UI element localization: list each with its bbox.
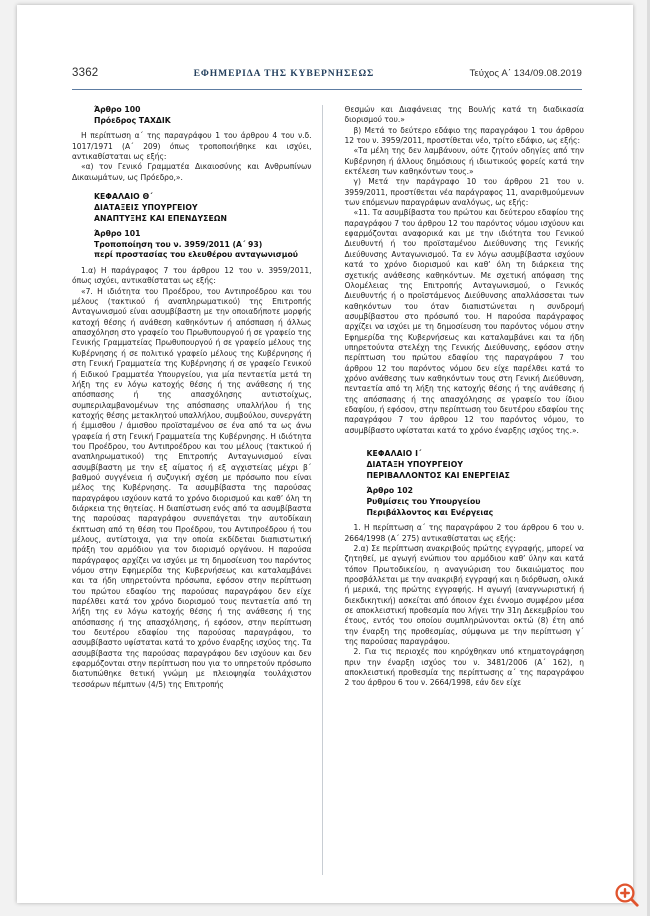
chapter-theta-line2: ΔΙΑΤΑΞΕΙΣ ΥΠΟΥΡΓΕΙΟΥ [94, 202, 198, 212]
paragraph-100-1: Η περίπτωση α΄ της παραγράφου 1 του άρθρου 4 του ν.δ. 1017/1971 (Α΄ 209) όπως τροποποιήθηκε και ισχύει, αντικαθίσταται ως εξής: [72, 131, 312, 161]
paragraph-101-quote-7: «7. Η ιδιότητα του Προέδρου, του Αντιπροέδρου και του μέλους (τακτικού ή αναπληρωματικού) της Επιτροπής Ανταγωνισμού είναι ασυμβίβαστη με την οποιαδήποτε μορφής κατοχή θέσης ή ανάθεση καθηκόντων ή απόσπαση ή άλλως απασχόληση στο γραφείο του Πρωθυπουργού ή σε γραφείο της Γενικής Γραμματείας Πρωθυπουργού ή σε γραφείο μέλους της Κυβέρνησης ή σε πολιτικό γραφείο μέλους της Κυβέρνησης ή στη Γενική Γραμματεία της Κυβέρνησης ή σε γραφείο Γενικού ή Ειδικού Γραμματέα Υπουργείου, για μία πενταετία μετά τη λήξη της εν λόγω κατοχής θέσης ή της ανάθεσης ή της απόσπασης ή της απασχόλησης αντιστοίχως, συμπεριλαμβανομένων της απόσπασης υπαλλήλου ή της κατοχής θέσης μετακλητού υπαλλήλου, συμβούλου, συνεργάτη ή έμμισθου / άμισθου προϊσταμένου σε ένα από τα ως άνω γραφεία ή στη Γενική Γραμματεία της Κυβέρνησης. Η ιδιότητα του Προέδρου, του Αντιπροέδρου και του μέλους (τακτικού ή αναπληρωματικού) της Επιτροπής Ανταγωνισμού είναι ασυμβίβαστη με την εξ αίματος ή εξ αγχιστείας μέχρι β΄ βαθμού συγγένεια ή συζυγική σχέση με πρόσωπο που είναι μέλος της Κυβέρνησης. Τα ασυμβίβαστα της παρούσας παραγράφου ισχύουν κατά το χρόνο διορισμού και καθ’ όλη τη διάρκεια της θητείας. Η διαπίστωση ενός από τα ασυμβίβαστα της παρούσας παραγράφου συνεπάγεται την αυτοδίκαιη έκπτωση από τη θέση του Προέδρου, του Αντιπροέδρου ή του μέλους, αντίστοιχα, για την οποία εκδίδεται διαπιστωτική πράξη του αρμόδιου για τον διορισμό οργάνου. Η παρούσα παράγραφος αρχίζει να ισχύει με τη δημοσίευση του παρόντος νόμου στην Εφημερίδα της Κυβερνήσεως και καταλαμβάνει και τα ήδη υπηρετούντα πρόσωπα, εφόσον στην περίπτωση του πρώτου εδαφίου της παρούσας παραγράφου δεν είχε παρέλθει κατά τον χρόνο διορισμού τους πενταετία από τη λήξη της εν λόγω κατοχής θέσης ή της ανάθεσης ή της απόσπασης ή της απασχόλησης, ή εφόσον, στην περίπτωση του δευτέρου εδαφίου της παρούσας παραγράφου, το ασυμβίβαστο υφίσταται κατά το χρόνο έναρξης ισχύος της. Τα ασυμβίβαστα της παρούσας παραγράφου δεν ισχύουν και δεν εφαρμόζονται στην περίπτωση που για το υπηρετούν πρόσωπο διατυπώθηκε θετική γνώμη με πλειοψηφία τουλάχιστον τεσσάρων πέμπτων (4/5) της Επιτροπής [72, 286, 312, 689]
zoom-in-magnifier-icon [612, 880, 642, 910]
gazette-title: ΕΦΗΜΕΡΙΔΑ ΤΗΣ ΚΥΒΕΡΝΗΣΕΩΣ [193, 68, 375, 79]
paragraph-101-1a: 1.α) Η παράγραφος 7 του άρθρου 12 του ν. 3959/2011, όπως ισχύει, αντικαθίσταται ως εξής: [72, 266, 312, 286]
chapter-theta-line1: ΚΕΦΑΛΑΙΟ Θ΄ [94, 191, 153, 201]
running-head [72, 67, 582, 89]
paragraph-102-2a: 2.α) Σε περίπτωση ανακριβούς πρώτης εγγραφής, μπορεί να ζητηθεί, με αγωγή ενώπιον του αρμόδιου καθ’ ύλην και κατά τόπον Πρωτοδικείου, η αναγνώριση του δικαιώματος που προσβάλλεται με την ανακριβή εγγραφή και η διόρθωση, ολικά ή μερικά, της πρώτης εγγραφής. Η αγωγή (αναγνωριστική ή διεκδικητική) ασκείται από όποιον έχει έννομο συμφέρον μέσα σε αποκλειστική προθεσμία που λήγει την 31η Δεκεμβρίου του έτους, εντός του οποίου συμπληρώνονται οκτώ (8) έτη από την έναρξη της προθεσμίας, σύμφωνα με την περίπτωση γ΄ της παρούσας παραγράφου. [344, 543, 584, 646]
right-column [345, 105, 585, 875]
article-102-number: Άρθρο 102 [366, 486, 413, 496]
chapter-iota-line2: ΔΙΑΤΑΞΗ ΥΠΟΥΡΓΕΙΟΥ [366, 459, 464, 469]
zoom-in-button[interactable] [612, 880, 642, 910]
paragraph-b: β) Μετά το δεύτερο εδάφιο της παραγράφου 1 του άρθρου 12 του ν. 3959/2011, προστίθεται νέο, τρίτο εδάφιο, ως εξής: [344, 125, 584, 146]
paragraph-continued-top: Θεσμών και Διαφάνειας της Βουλής κατά τη διαδικασία διορισμού του.» [344, 105, 584, 125]
paragraph-g: γ) Μετά την παράγραφο 10 του άρθρου 21 του ν. 3959/2011, προστίθεται νέα παράγραφος 11, αναριθμούμενων των επόμενων παραγράφων αναλόγως, ως εξής: [344, 177, 584, 208]
paragraph-100-quote: «α) τον Γενικό Γραμματέα Δικαιοσύνης και Ανθρωπίνων Δικαιωμάτων, ως Πρόεδρο,». [72, 162, 312, 182]
page-number: 3362 [72, 67, 99, 79]
chapter-iota-line1: ΚΕΦΑΛΑΙΟ Ι΄ [366, 449, 422, 458]
article-101-title-line2: περί προστασίας του ελευθέρου ανταγωνισμού [94, 250, 298, 260]
article-102-title-line2: Περιβάλλοντος και Ενέργειας [366, 507, 494, 517]
paragraph-102-2: 2. Για τις περιοχές που κηρύχθηκαν υπό κτηματογράφηση πριν την έναρξη ισχύος του ν. 3481/2006 (Α΄ 162), η αποκλειστική προθεσμία της περίπτωσης α΄ της παραγράφου 2 του άρθρου 6 του ν. 2664/1998, εάν δεν είχε [344, 647, 584, 688]
article-101-title-line1: Τροποποίηση του ν. 3959/2011 (Α΄ 93) [94, 239, 263, 249]
article-100-title: Πρόεδρος ΤΑΧΔΙΚ [94, 115, 171, 125]
body-columns [72, 105, 584, 875]
paragraph-g-quote: «11. Τα ασυμβίβαστα του πρώτου και δεύτερου εδαφίου της παραγράφου 7 του άρθρου 12 του παρόντος νόμου ισχύουν και εφαρμόζονται αναφορικά και με την ιδιότητα του Γενικού Διευθυντή ή του προϊσταμένου Διεύθυνσης της Γενικής Διεύθυνσης Ανταγωνισμού. Τα εν λόγω ασυμβίβαστα ισχύουν κατά το χρόνο διορισμού και καθ’ όλη τη διάρκεια της σχετικής ανάθεσης καθηκόντων. Με σχετική απόφαση της Ολομέλειας της Επιτροπής Ανταγωνισμού, ο Γενικός Διευθυντής ή ο προϊστάμενος Διεύθυνσης απαλλάσσεται των καθηκόντων του όταν διαπιστώνεται η συνδρομή ασυμβίβαστου στο πρόσωπό του. Η παρούσα παράγραφος αρχίζει να ισχύει με τη δημοσίευση του παρόντος νόμου στην Εφημερίδα της Κυβερνήσεως και καταλαμβάνει και τα ήδη υπηρετούντα στελέχη της Γενικής Διεύθυνσης, εφόσον στην περίπτωση του πρώτου εδαφίου της παραγράφου 7 του άρθρου 12 του παρόντος νόμου δεν είχε παρέλθει κατά το χρόνο ανάθεσης των καθηκόντων τους στη Γενική Διεύθυνση, πενταετία από τη λήξη της κατοχής θέσης ή της ανάθεσης ή της απόσπασης ή της απασχόλησης σε γραφείο του ίδιου εδαφίου, ή εφόσον, στην περίπτωση του δευτέρου εδαφίου της παραγράφου 7 του άρθρου 12 του παρόντος νόμου, το ασυμβίβαστο υφίσταται κατά το χρόνο έναρξης ισχύος της.». [344, 208, 584, 435]
left-column [72, 105, 323, 875]
header-rule [72, 89, 582, 90]
article-101-number: Άρθρο 101 [94, 229, 141, 239]
chapter-iota-line3: ΠΕΡΙΒΑΛΛΟΝΤΟΣ ΚΑΙ ΕΝΕΡΓΕΙΑΣ [366, 470, 510, 480]
document-page [17, 5, 633, 903]
issue-reference: Τεύχος Α΄ 134/09.08.2019 [469, 68, 582, 79]
article-100-number: Άρθρο 100 [94, 105, 141, 114]
chapter-theta-line3: ΑΝΑΠΤΥΞΗΣ ΚΑΙ ΕΠΕΝΔΥΣΕΩΝ [94, 213, 227, 223]
article-102-title-line1: Ρυθμίσεις του Υπουργείου [366, 496, 481, 506]
paragraph-b-quote: «Τα μέλη της δεν λαμβάνουν, ούτε ζητούν οδηγίες από την Κυβέρνηση ή άλλους δημόσιους ή ιδιωτικούς φορείς κατά την εκτέλεση των καθηκόντων τους.» [344, 146, 584, 177]
paragraph-102-1: 1. Η περίπτωση α΄ της παραγράφου 2 του άρθρου 6 του ν. 2664/1998 (Α΄ 275) αντικαθίσταται ως εξής: [344, 523, 584, 543]
